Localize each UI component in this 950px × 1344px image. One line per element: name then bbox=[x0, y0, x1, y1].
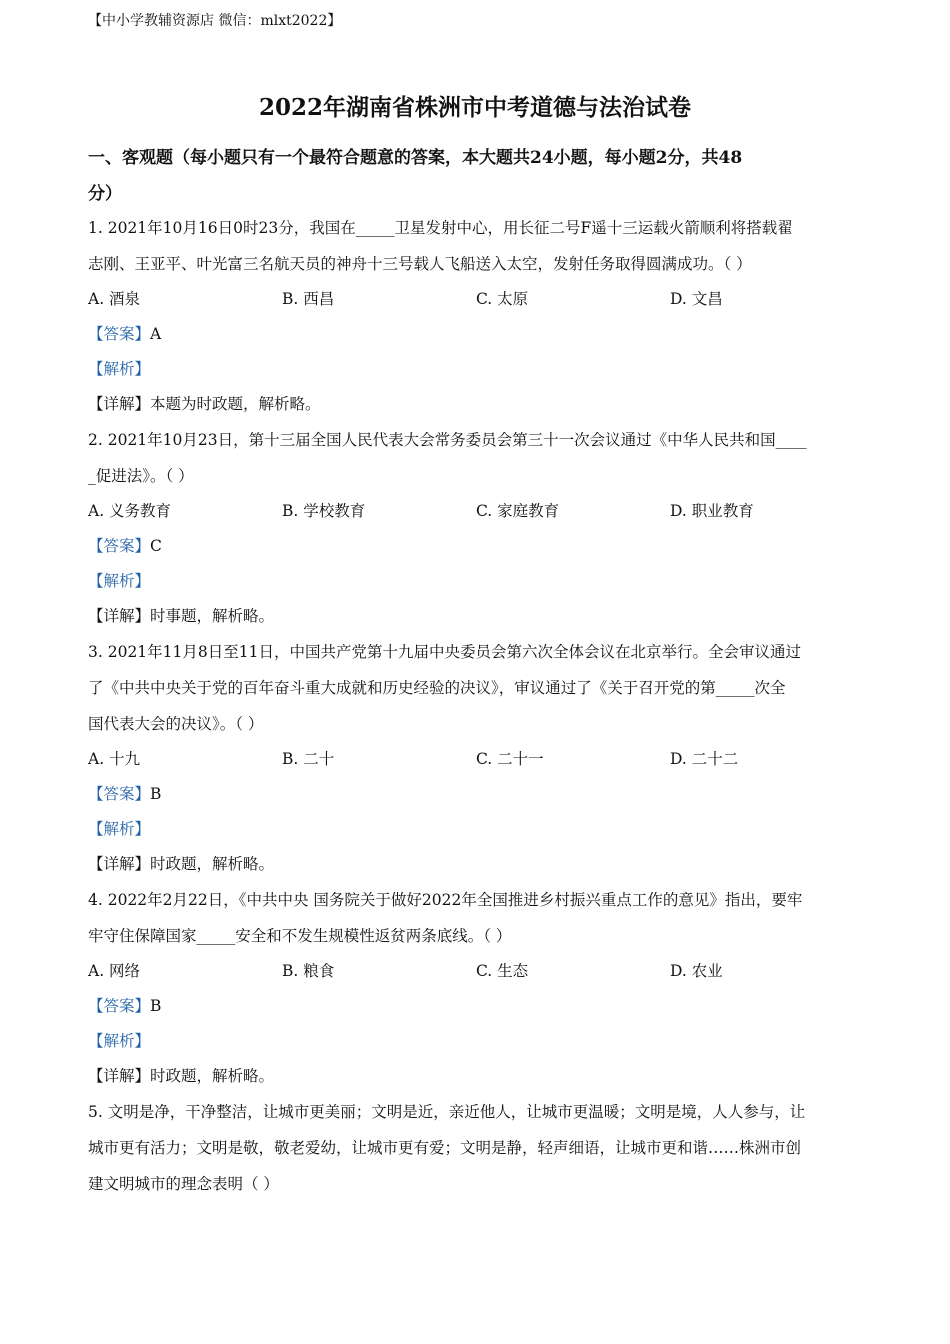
options-row bbox=[88, 954, 868, 989]
answer-line bbox=[88, 317, 868, 352]
option-d: D. 二十二 bbox=[670, 750, 739, 768]
analysis-tag: 【解析】 bbox=[88, 1032, 151, 1050]
question-1 bbox=[88, 210, 868, 422]
answer-line bbox=[88, 989, 868, 1024]
question-stem-line: 城市更有活力；文明是敬，敬老爱幼，让城市更有爱；文明是静，轻声细语，让城市更和谐……株洲市创 bbox=[88, 1139, 802, 1157]
analysis-line bbox=[88, 352, 868, 387]
detail-text: 时事题，解析略。 bbox=[150, 607, 275, 625]
analysis-line bbox=[88, 1024, 868, 1059]
question-stem-line: 志刚、王亚平、叶光富三名航天员的神舟十三号载人飞船送入太空，发射任务取得圆满成功。（ ） bbox=[88, 255, 752, 273]
answer-line bbox=[88, 529, 868, 564]
option-c: C. 家庭教育 bbox=[476, 502, 560, 520]
answer-tag: 【答案】 bbox=[88, 325, 151, 343]
question-stem-line: 5. 文明是净，干净整洁，让城市更美丽；文明是近，亲近他人，让城市更温暖；文明是境，人人参与，让 bbox=[88, 1103, 806, 1121]
option-d: D. 职业教育 bbox=[670, 502, 754, 520]
option-b: B. 二十 bbox=[282, 750, 335, 768]
option-a: A. 义务教育 bbox=[88, 502, 172, 520]
question-stem-line: 牢守住保障国家_____安全和不发生规模性返贫两条底线。（ ） bbox=[88, 927, 512, 945]
question-stem-line: 1. 2021年10月16日0时23分，我国在_____卫星发射中心，用长征二号F遥十三运载火箭顺利将搭载翟 bbox=[88, 219, 793, 237]
detail-tag: 【详解】 bbox=[88, 607, 151, 625]
answer-tag: 【答案】 bbox=[88, 537, 151, 555]
options-row bbox=[88, 494, 868, 529]
detail-tag: 【详解】 bbox=[88, 395, 151, 413]
detail-tag: 【详解】 bbox=[88, 855, 151, 873]
option-d: D. 农业 bbox=[670, 962, 723, 980]
analysis-line bbox=[88, 564, 868, 599]
option-b: B. 学校教育 bbox=[282, 502, 366, 520]
option-c: C. 太原 bbox=[476, 290, 529, 308]
answer-line bbox=[88, 777, 868, 812]
detail-line bbox=[88, 599, 868, 634]
question-stem-line: 2. 2021年10月23日，第十三届全国人民代表大会常务委员会第三十一次会议通过《中华人民共和国____ bbox=[88, 431, 807, 449]
question-stem-line: 4. 2022年2月22日，《中共中央 国务院关于做好2022年全国推进乡村振兴重点工作的意见》指出，要牢 bbox=[88, 891, 803, 909]
page-header-source: 【中小学教辅资源店 微信：mlxt2022】 bbox=[88, 13, 342, 29]
question-stem-line: _促进法》。（ ） bbox=[88, 467, 194, 485]
option-b: B. 粮食 bbox=[282, 962, 335, 980]
option-a: A. 十九 bbox=[88, 750, 141, 768]
analysis-tag: 【解析】 bbox=[88, 572, 151, 590]
options-row bbox=[88, 742, 868, 777]
options-row bbox=[88, 282, 868, 317]
analysis-tag: 【解析】 bbox=[88, 820, 151, 838]
question-stem-line: 建文明城市的理念表明（ ） bbox=[88, 1175, 279, 1193]
answer-value: C bbox=[150, 537, 162, 555]
question-stem-line: 3. 2021年11月8日至11日，中国共产党第十九届中央委员会第六次全体会议在北京举行。全会审议通过 bbox=[88, 643, 801, 661]
answer-tag: 【答案】 bbox=[88, 785, 151, 803]
answer-value: A bbox=[150, 325, 162, 343]
page-title: 2022年湖南省株洲市中考道德与法治试卷 bbox=[258, 94, 691, 121]
question-stem-line: 国代表大会的决议》。（ ） bbox=[88, 715, 264, 733]
detail-line bbox=[88, 847, 868, 882]
option-b: B. 西昌 bbox=[282, 290, 335, 308]
option-a: A. 网络 bbox=[88, 962, 141, 980]
answer-value: B bbox=[150, 785, 162, 803]
option-a: A. 酒泉 bbox=[88, 290, 141, 308]
question-2 bbox=[88, 422, 868, 634]
answer-value: B bbox=[150, 997, 162, 1015]
option-c: C. 二十一 bbox=[476, 750, 544, 768]
section-heading-line-1: 一、客观题（每小题只有一个最符合题意的答案，本大题共24小题，每小题2分，共48 bbox=[88, 148, 743, 168]
detail-text: 本题为时政题，解析略。 bbox=[150, 395, 321, 413]
question-list bbox=[88, 210, 868, 1202]
answer-tag: 【答案】 bbox=[88, 997, 151, 1015]
detail-text: 时政题，解析略。 bbox=[150, 1067, 275, 1085]
analysis-line bbox=[88, 812, 868, 847]
option-d: D. 文昌 bbox=[670, 290, 723, 308]
question-4 bbox=[88, 882, 868, 1094]
question-stem-line: 了《中共中央关于党的百年奋斗重大成就和历史经验的决议》，审议通过了《关于召开党的第_____次全 bbox=[88, 679, 786, 697]
question-5 bbox=[88, 1094, 868, 1202]
option-c: C. 生态 bbox=[476, 962, 529, 980]
section-heading-line-2: 分） bbox=[88, 184, 122, 204]
detail-line bbox=[88, 1059, 868, 1094]
detail-line bbox=[88, 387, 868, 422]
section-heading bbox=[88, 140, 858, 212]
detail-tag: 【详解】 bbox=[88, 1067, 151, 1085]
question-3 bbox=[88, 634, 868, 882]
detail-text: 时政题，解析略。 bbox=[150, 855, 275, 873]
analysis-tag: 【解析】 bbox=[88, 360, 151, 378]
